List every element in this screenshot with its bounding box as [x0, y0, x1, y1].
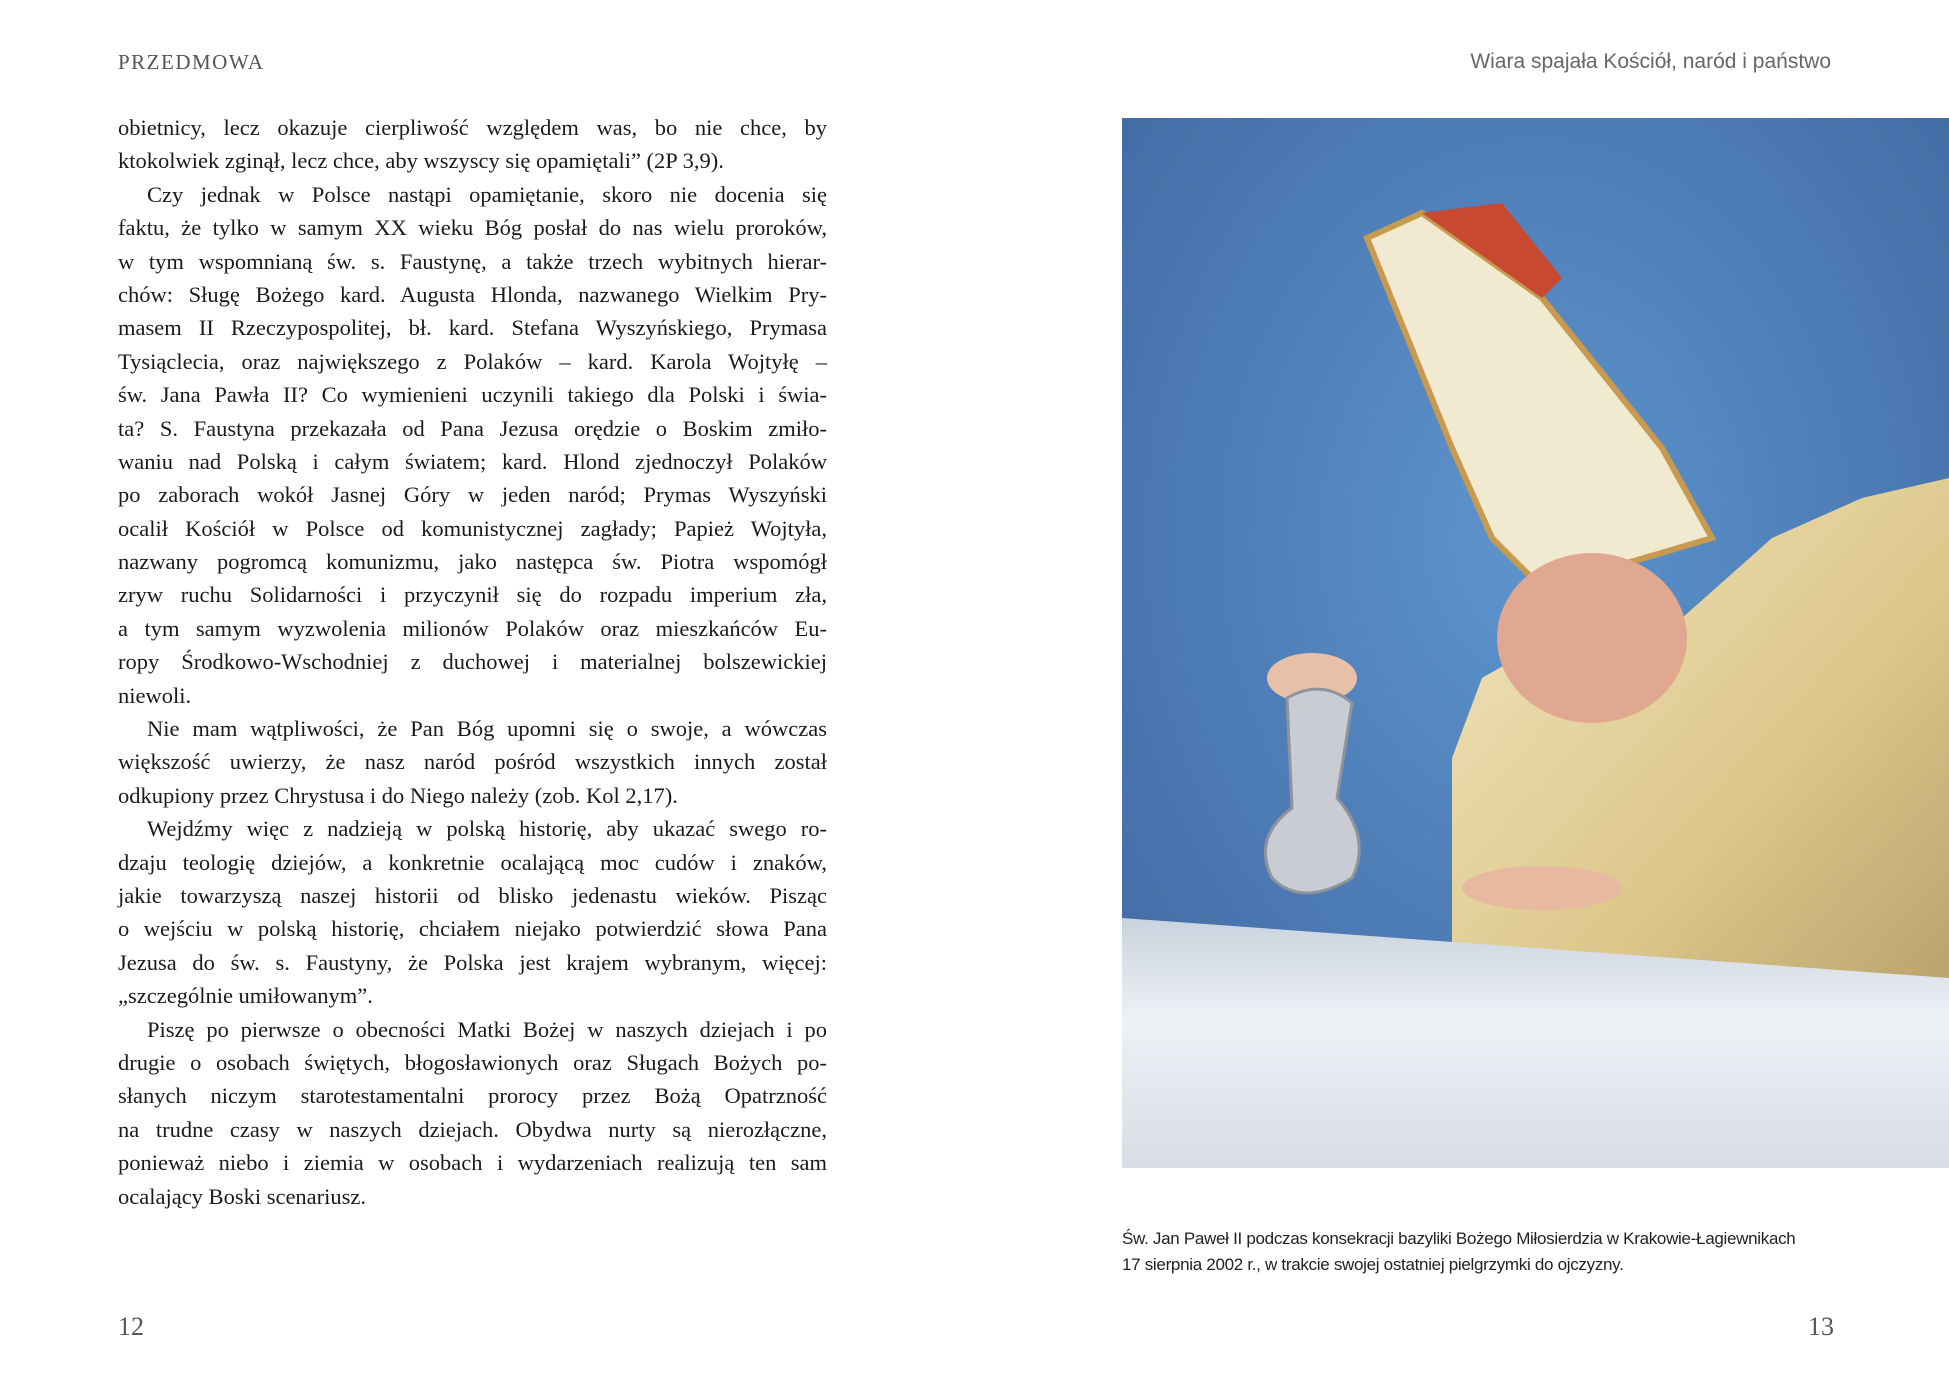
- paragraph: [118, 712, 827, 812]
- page-number-left: 12: [118, 1312, 144, 1341]
- text-line: na trudne czasy w naszych dziejach. Obydwa nurty są nierozłączne,: [118, 1116, 827, 1142]
- text-line: drugie o osobach świętych, błogosławionych oraz Sługach Bożych po-: [118, 1049, 827, 1075]
- caption-line: Św. Jan Paweł II podczas konsekracji bazyliki Bożego Miłosierdzia w Krakowie-Łagiewnikach: [1122, 1229, 1796, 1248]
- body-text: [118, 111, 827, 1213]
- photo-caption: [1122, 1226, 1795, 1278]
- caption-line: 17 sierpnia 2002 r., w trakcie swojej ostatniej pielgrzymki do ojczyzny.: [1122, 1255, 1624, 1274]
- text-line: ocalający Boski scenariusz.: [118, 1183, 367, 1209]
- text-line: masem II Rzeczypospolitej, bł. kard. Stefana Wyszyńskiego, Prymasa: [118, 315, 827, 341]
- text-line: w tym wspomnianą św. s. Faustynę, a także trzech wybitnych hierar-: [118, 248, 827, 274]
- paragraph: [118, 812, 827, 1012]
- text-line: Czy jednak w Polsce nastąpi opamiętanie, skoro nie docenia się: [147, 181, 827, 207]
- paragraph: [118, 178, 827, 712]
- text-line: Nie mam wątpliwości, że Pan Bóg upomni się o swoje, a wówczas: [147, 716, 827, 742]
- text-line: słanych niczym starotestamentalni prorocy przez Bożą Opatrzność: [118, 1083, 827, 1109]
- running-header-right: Wiara spajała Kościół, naród i państwo: [1470, 50, 1831, 73]
- text-line: ocalił Kościół w Polsce od komunistycznej zagłady; Papież Wojtyła,: [118, 515, 827, 541]
- text-line: większość uwierzy, że nasz naród pośród wszystkich innych został: [118, 749, 827, 775]
- text-line: św. Jana Pawła II? Co wymienieni uczynili takiego dla Polski i świa-: [118, 382, 827, 408]
- text-line: ta? S. Faustyna przekazała od Pana Jezusa orędzie o Boskim zmiło-: [118, 415, 827, 441]
- text-line: o wejściu w polską historię, chciałem niejako potwierdzić słowa Pana: [118, 916, 827, 942]
- text-line: zryw ruchu Solidarności i przyczynił się do rozpadu imperium zła,: [118, 582, 827, 608]
- text-line: „szczególnie umiłowanym”.: [118, 983, 373, 1009]
- text-line: obietnicy, lecz okazuje cierpliwość względem was, bo nie chce, by: [118, 115, 827, 140]
- text-line: ropy Środkowo-Wschodniej z duchowej i materialnej bolszewickiej: [118, 649, 827, 675]
- text-line: Jezusa do św. s. Faustyny, że Polska jest krajem wybranym, więcej:: [118, 949, 827, 975]
- text-line: nazwany pogromcą komunizmu, jako następca św. Piotra wspomógł: [118, 549, 827, 575]
- text-line: ktokolwiek zginął, lecz chce, aby wszyscy się opamiętali” (2P 3,9).: [118, 148, 724, 174]
- page-number-right: 13: [1808, 1312, 1834, 1341]
- text-line: jakie towarzyszą naszej historii od blisko jedenastu wieków. Pisząc: [118, 882, 827, 908]
- photo-pope-john-paul-ii: [1122, 118, 1949, 1168]
- text-line: odkupiony przez Chrystusa i do Niego należy (zob. Kol 2,17).: [118, 782, 678, 808]
- text-line: Wejdźmy więc z nadzieją w polską historię, aby ukazać swego ro-: [147, 816, 827, 842]
- text-line: waniu nad Polską i całym światem; kard. Hlond zjednoczył Polaków: [118, 448, 827, 474]
- paragraph: [118, 111, 827, 178]
- text-line: faktu, że tylko w samym XX wieku Bóg posłał do nas wielu proroków,: [118, 215, 827, 241]
- text-line: Tysiąclecia, oraz największego z Polaków – kard. Karola Wojtyłę –: [118, 348, 827, 374]
- text-line: dzaju teologię dziejów, a konkretnie ocalającą moc cudów i znaków,: [118, 849, 827, 875]
- running-header-left: PRZEDMOWA: [118, 50, 265, 74]
- text-line: ponieważ niebo i ziemia w osobach i wydarzeniach realizują ten sam: [118, 1150, 827, 1176]
- text-line: chów: Sługę Bożego kard. Augusta Hlonda, nazwanego Wielkim Pry-: [118, 281, 827, 307]
- text-line: Piszę po pierwsze o obecności Matki Bożej w naszych dziejach i po: [147, 1016, 827, 1042]
- text-line: niewoli.: [118, 682, 192, 708]
- paragraph: [118, 1013, 827, 1213]
- text-line: a tym samym wyzwolenia milionów Polaków oraz mieszkańców Eu-: [118, 615, 827, 641]
- text-line: po zaborach wokół Jasnej Góry w jeden naród; Prymas Wyszyński: [118, 482, 827, 508]
